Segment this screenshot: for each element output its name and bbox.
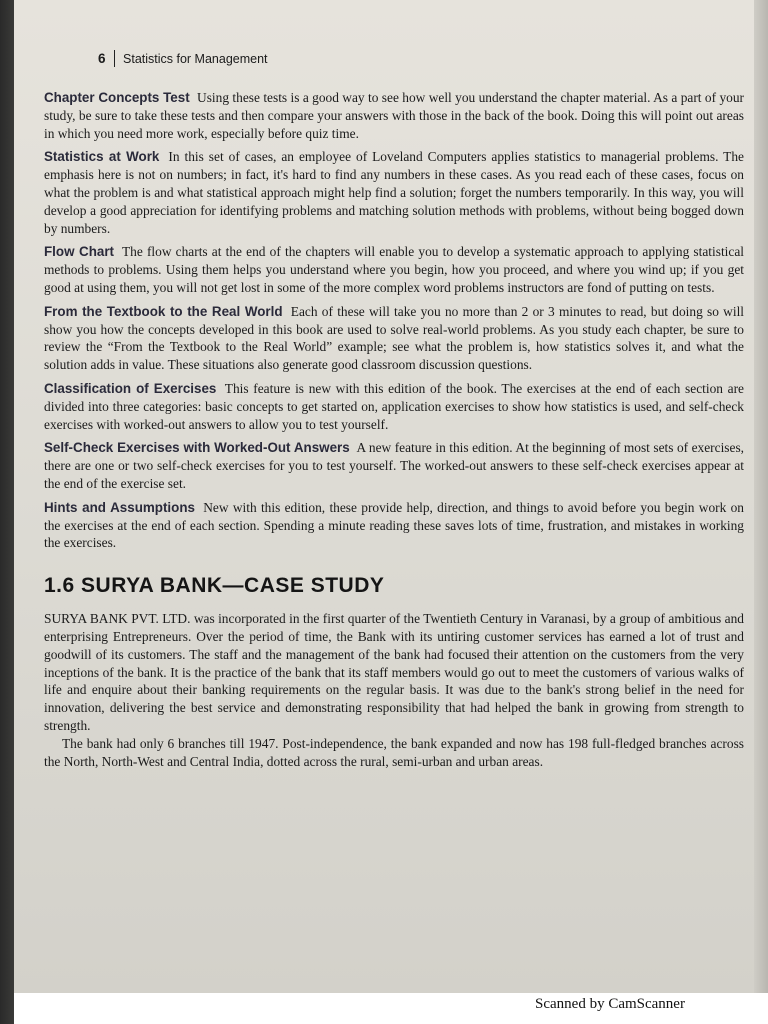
header-divider: [114, 50, 116, 67]
feature-text: A new feature in this edition. At the beginning of most sets of exercises, there are one or two self-check exercises for you to test yourself. The worked-out answers to these self-check exercises appear at the end of the exercise set.: [44, 440, 745, 491]
page-content: [44, 50, 744, 770]
section-heading: 1.6 SURYA BANK—CASE STUDY: [44, 574, 385, 598]
scan-right-edge: [754, 0, 768, 993]
feature-title: Classification of Exercises: [44, 380, 217, 396]
feature-hints-and-assumptions: [44, 499, 744, 552]
scan-left-edge: [0, 0, 14, 1024]
feature-text: Each of these will take you no more than 2 or 3 minutes to read, but doing so will show you how the concepts developed in this book are used to solve real-world problems. As you study each chapter, be sure to review the “From the Textbook to the Real World” example; see what the problem is, how statistics solves it, and what the solution adds in value. These situations also generate good classroom discussion questions.: [44, 303, 745, 373]
feature-text: The flow charts at the end of the chapters will enable you to develop a systematic approach to applying statistical methods to problems. Using them helps you understand where you begin, how you proceed, and where you wind up; if you get good at using them, you will not get lost in some of the more complex word problems instructors are fond of putting on tests.: [44, 244, 745, 295]
feature-title: Statistics at Work: [44, 149, 160, 165]
feature-statistics-at-work: [44, 148, 744, 237]
feature-text: In this set of cases, an employee of Loveland Computers applies statistics to managerial problems. The emphasis here is not on numbers; in fact, it's hard to find any numbers in these cases. As you read each of these cases, focus on what the problem is and what statistical approach might help find a solution; forget the numbers temporarily. In this way, you will develop a good appreciation for identifying problems and matching solution methods with problems, without being bogged down by numbers.: [44, 149, 744, 236]
feature-title: Flow Chart: [44, 244, 115, 260]
feature-flow-chart: [44, 243, 744, 296]
feature-title: Chapter Concepts Test: [44, 90, 190, 105]
scanned-page: [14, 0, 754, 993]
feature-text: This feature is new with this edition of the book. The exercises at the end of each section are divided into three categories: basic concepts to get started on, application exercises to show how statistics is used, and self-check exercises with worked-out answers to allow you to test yourself.: [44, 380, 744, 432]
case-study-paragraph: SURYA BANK PVT. LTD. was incorporated in the first quarter of the Twentieth Century in Varanasi, by a group of ambitious and enterprising Entrepreneurs. Over the period of time, the Bank with its untiring customer services has earned a lot of trust and goodwill of its customers. The staff and the management of the bank had focused their attention on the customers from the very inceptions of the bank. It is the practice of the bank that its staff members would go out to meet the customers of various walks of life and enquire about their banking requirements on the regular basis. It was due to the bank's strong belief in the need for innovation, delivering the best service and demonstrating responsibility that had helped the bank in growing from strength to strength.: [44, 611, 744, 733]
feature-title: Hints and Assumptions: [44, 499, 195, 515]
book-title: Statistics for Management: [123, 51, 268, 66]
feature-title: Self-Check Exercises with Worked-Out Answers: [44, 440, 350, 456]
feature-self-check-exercises: [44, 439, 744, 492]
feature-text: Using these tests is a good way to see how well you understand the chapter material. As a part of your study, be sure to take these tests and then compare your answers with those in the back of the book. Doing this will point out areas in which you need more work, especially before quiz time.: [44, 90, 744, 141]
case-study-paragraph: The bank had only 6 branches till 1947. Post-independence, the bank expanded and now has 198 full-fledged branches across the North, North-West and Central India, dotted across the rural, semi-urban and urban areas.: [44, 735, 744, 769]
feature-title: From the Textbook to the Real World: [44, 303, 283, 319]
running-head: [98, 50, 744, 67]
feature-classification-of-exercises: [44, 380, 744, 433]
page-number: 6: [98, 51, 106, 66]
feature-text: New with this edition, these provide help, direction, and things to avoid before you begin work on the exercises at the end of each section. Spending a minute reading these saves lots of time, frustration, and mistakes in working the exercises.: [44, 499, 744, 551]
feature-chapter-concepts-test: [44, 89, 744, 142]
scanner-watermark: Scanned by CamScanner: [535, 996, 685, 1012]
feature-textbook-to-real-world: [44, 303, 744, 374]
